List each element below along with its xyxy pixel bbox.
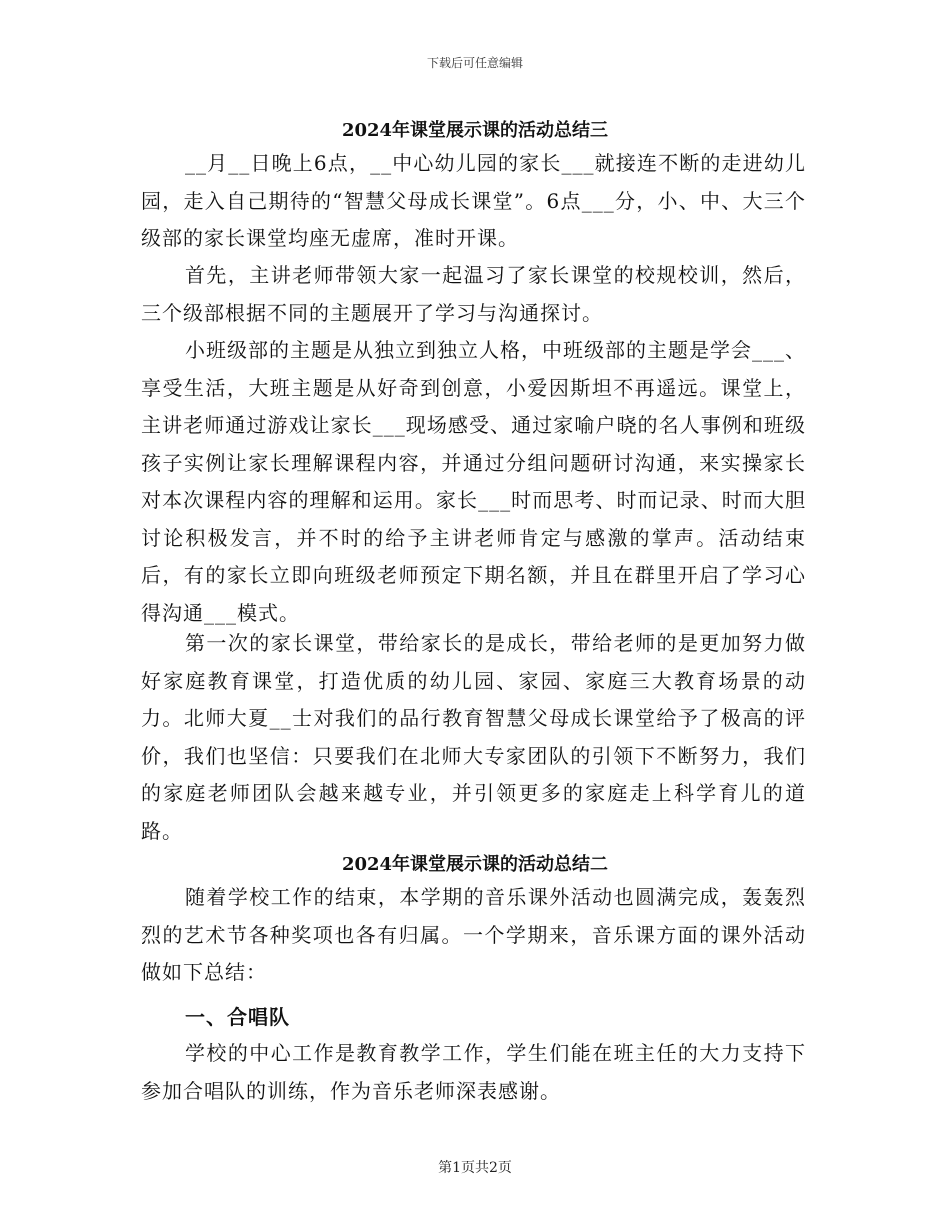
- page-header-note: 下载后可任意编辑: [426, 56, 523, 70]
- section-heading-choir: 一、合唱队: [185, 1005, 290, 1029]
- paragraph-5: 随着学校工作的结束，本学期的音乐课外活动也圆满完成，轰轰烈烈的艺术节各种奖项也各有归属。一个学期来，音乐课方面的课外活动做如下总结：: [141, 885, 806, 984]
- document-title-1: 2024年课堂展示课的活动总结三: [341, 120, 609, 141]
- document-title-2: 2024年课堂展示课的活动总结二: [341, 854, 609, 875]
- page-number: 第1页共2页: [438, 1160, 512, 1176]
- paragraph-4: 第一次的家长课堂，带给家长的是成长，带给老师的是更加努力做好家庭教育课堂，打造优质的幼儿园、家园、家庭三大教育场景的动力。北师大夏__士对我们的品行教育智慧父母成长课堂给予了极高的评价，我们也坚信：只要我们在北师大专家团队的引领下不断努力，我们的家庭老师团队会越来越专业，并引领更多的家庭走上科学育儿的道路。: [141, 631, 806, 843]
- paragraph-3: 小班级部的主题是从独立到独立人格，中班级部的主题是学会___、享受生活，大班主题是从好奇到创意，小爱因斯坦不再遥远。课堂上，主讲老师通过游戏让家长___现场感受、通过家喻户晓的名人事例和班级孩子实例让家长理解课程内容，并通过分组问题研讨沟通，来实操家长对本次课程内容的理解和运用。家长___时而思考、时而记录、时而大胆讨论积极发言，并不时的给予主讲老师肯定与感激的掌声。活动结束后，有的家长立即向班级老师预定下期名额，并且在群里开启了学习心得沟通___模式。: [141, 338, 806, 625]
- paragraph-6: 学校的中心工作是教育教学工作，学生们能在班主任的大力支持下参加合唱队的训练，作为音乐老师深表感谢。: [141, 1041, 806, 1103]
- paragraph-1: __月__日晚上6点，__中心幼儿园的家长___就接连不断的走进幼儿园，走入自己期待的“智慧父母成长课堂”。6点___分，小、中、大三个级部的家长课堂均座无虚席，准时开课。: [141, 151, 806, 250]
- paragraph-2: 首先，主讲老师带领大家一起温习了家长课堂的校规校训，然后，三个级部根据不同的主题展开了学习与沟通探讨。: [141, 263, 806, 325]
